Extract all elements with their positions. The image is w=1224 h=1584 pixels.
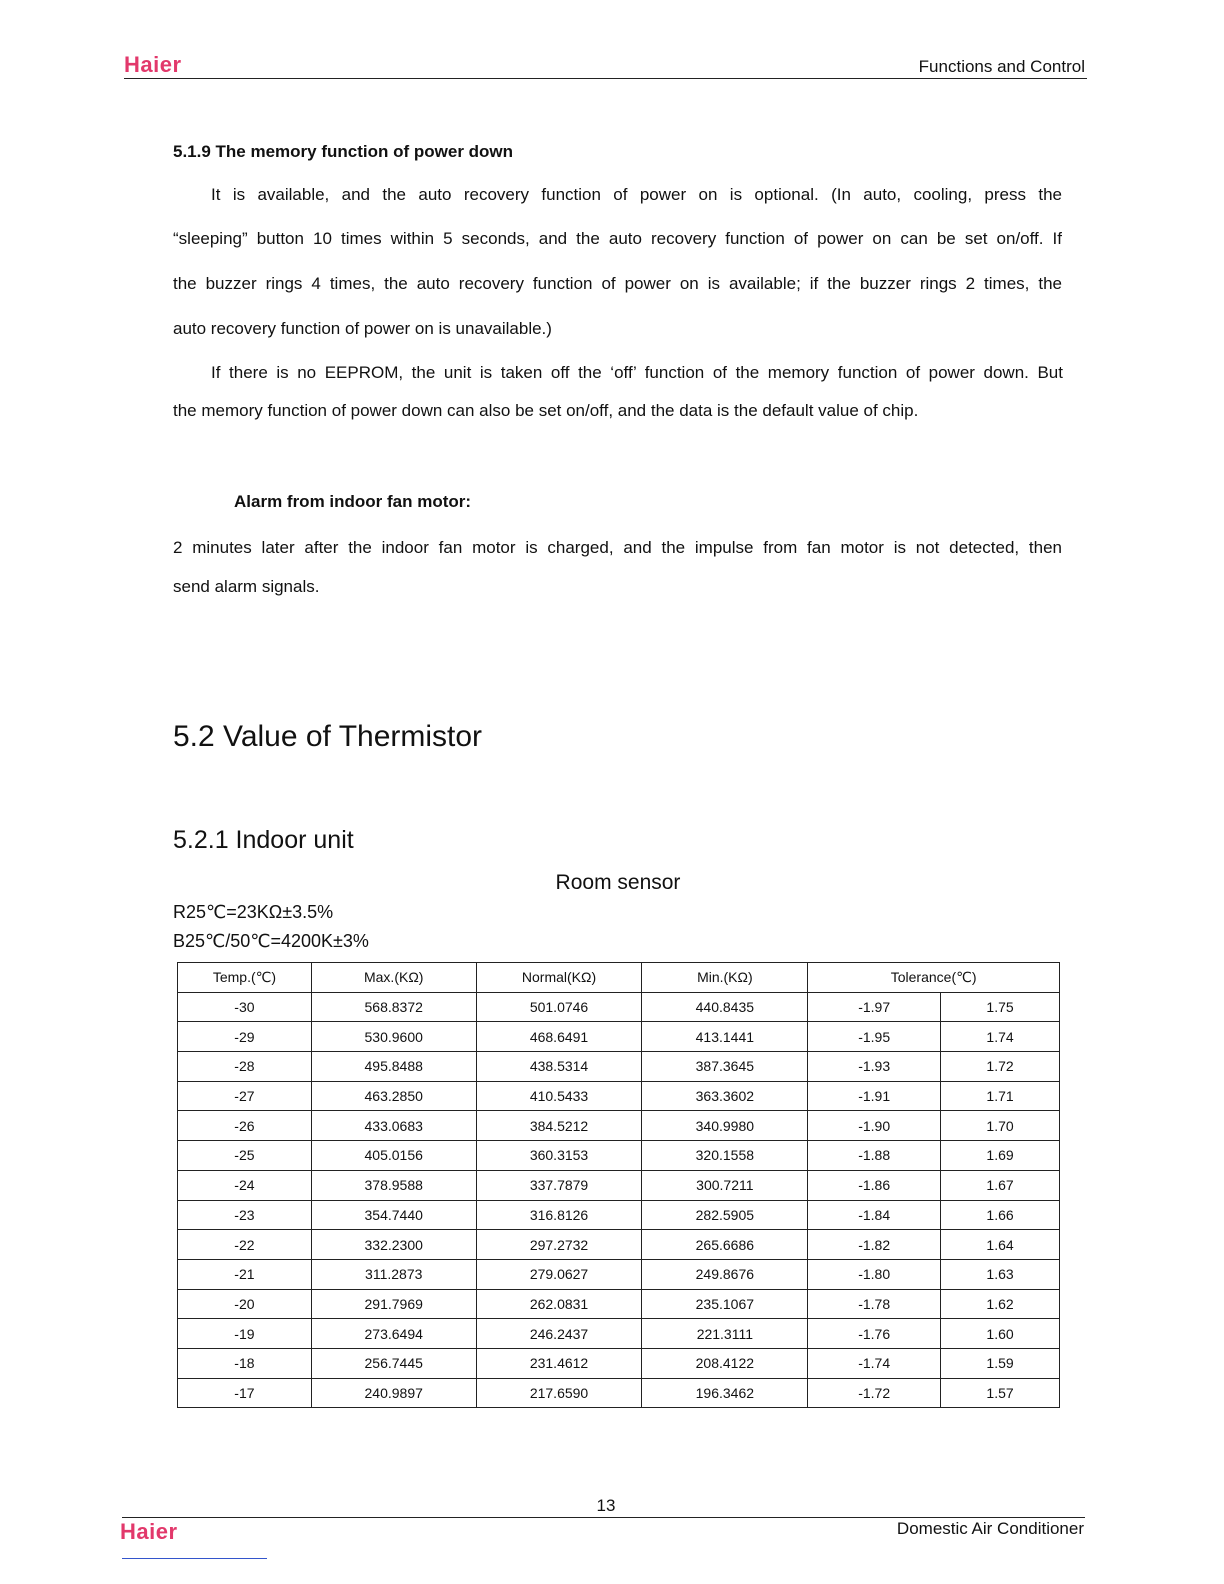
- table-cell: 438.5314: [476, 1052, 642, 1082]
- section-5-1-9-heading: 5.1.9 The memory function of power down: [173, 142, 514, 161]
- table-cell: -1.86: [808, 1170, 941, 1200]
- table-row: [178, 1230, 1060, 1260]
- table-cell: -21: [178, 1259, 312, 1289]
- footer-logo: Haier: [120, 1519, 178, 1544]
- table-cell: 332.2300: [311, 1230, 476, 1260]
- table-row: [178, 1348, 1060, 1378]
- table-row: [178, 1289, 1060, 1319]
- table-caption: Room sensor: [555, 871, 681, 894]
- header-max: Max.(KΩ): [311, 963, 476, 993]
- page-number: 13: [596, 1496, 616, 1515]
- table-cell: -24: [178, 1170, 312, 1200]
- section-5-2-1-title: 5.2.1 Indoor unit: [173, 826, 354, 854]
- table-row: [178, 1259, 1060, 1289]
- table-cell: 249.8676: [642, 1259, 808, 1289]
- table-cell: 262.0831: [476, 1289, 642, 1319]
- table-row: [178, 1022, 1060, 1052]
- paragraph-line: send alarm signals.: [173, 577, 320, 596]
- table-cell: 282.5905: [642, 1200, 808, 1230]
- header-logo: Haier: [124, 52, 182, 77]
- table-cell: 463.2850: [311, 1081, 476, 1111]
- table-cell: 340.9980: [642, 1111, 808, 1141]
- paragraph-line: the buzzer rings 4 times, the auto recovery function of power on is available; if the buzzer rings 2 times, the: [173, 274, 1062, 293]
- table-cell: 384.5212: [476, 1111, 642, 1141]
- table-cell: 360.3153: [476, 1141, 642, 1171]
- table-cell: 501.0746: [476, 992, 642, 1022]
- table-cell: -19: [178, 1319, 312, 1349]
- table-cell: -26: [178, 1111, 312, 1141]
- footer-link-underline: [122, 1558, 267, 1559]
- table-cell: 265.6686: [642, 1230, 808, 1260]
- header-temp: Temp.(℃): [178, 963, 312, 993]
- table-cell: 311.2873: [311, 1259, 476, 1289]
- alarm-heading: Alarm from indoor fan motor:: [234, 492, 472, 511]
- table-cell: 273.6494: [311, 1319, 476, 1349]
- table-cell: -1.74: [808, 1348, 941, 1378]
- table-cell: 440.8435: [642, 992, 808, 1022]
- table-cell: -29: [178, 1022, 312, 1052]
- table-cell: -30: [178, 992, 312, 1022]
- table-row: [178, 1081, 1060, 1111]
- table-cell: 1.62: [941, 1289, 1060, 1319]
- table-cell: -28: [178, 1052, 312, 1082]
- table-cell: -20: [178, 1289, 312, 1319]
- table-cell: -23: [178, 1200, 312, 1230]
- table-row: [178, 1141, 1060, 1171]
- table-cell: 1.71: [941, 1081, 1060, 1111]
- table-cell: 297.2732: [476, 1230, 642, 1260]
- table-cell: 217.6590: [476, 1378, 642, 1408]
- header-tolerance: Tolerance(℃): [808, 963, 1060, 993]
- table-cell: 1.66: [941, 1200, 1060, 1230]
- table-cell: -1.72: [808, 1378, 941, 1408]
- table-cell: 1.64: [941, 1230, 1060, 1260]
- paragraph-line: auto recovery function of power on is unavailable.): [173, 319, 552, 338]
- table-cell: 279.0627: [476, 1259, 642, 1289]
- table-cell: -1.91: [808, 1081, 941, 1111]
- table-cell: -1.97: [808, 992, 941, 1022]
- table-cell: 1.67: [941, 1170, 1060, 1200]
- table-row: [178, 1052, 1060, 1082]
- table-row: [178, 1378, 1060, 1408]
- table-cell: 1.74: [941, 1022, 1060, 1052]
- table-cell: 1.72: [941, 1052, 1060, 1082]
- table-cell: 354.7440: [311, 1200, 476, 1230]
- table-cell: 316.8126: [476, 1200, 642, 1230]
- table-cell: 208.4122: [642, 1348, 808, 1378]
- header-normal: Normal(KΩ): [476, 963, 642, 993]
- table-cell: -1.84: [808, 1200, 941, 1230]
- footer-product: Domestic Air Conditioner: [896, 1519, 1084, 1538]
- table-cell: -25: [178, 1141, 312, 1171]
- table-cell: 1.75: [941, 992, 1060, 1022]
- table-cell: 221.3111: [642, 1319, 808, 1349]
- paragraph-line: 2 minutes later after the indoor fan motor is charged, and the impulse from fan motor is not detected, then: [173, 538, 1062, 557]
- table-cell: 410.5433: [476, 1081, 642, 1111]
- table-cell: -1.78: [808, 1289, 941, 1319]
- table-cell: 363.3602: [642, 1081, 808, 1111]
- table-cell: 240.9897: [311, 1378, 476, 1408]
- table-cell: 337.7879: [476, 1170, 642, 1200]
- table-row: [178, 1111, 1060, 1141]
- table-cell: 1.69: [941, 1141, 1060, 1171]
- header-section-title: Functions and Control: [918, 57, 1085, 76]
- table-cell: -1.95: [808, 1022, 941, 1052]
- table-cell: 405.0156: [311, 1141, 476, 1171]
- table-cell: 495.8488: [311, 1052, 476, 1082]
- table-cell: 246.2437: [476, 1319, 642, 1349]
- header-min: Min.(KΩ): [642, 963, 808, 993]
- table-row: [178, 992, 1060, 1022]
- table-cell: -1.80: [808, 1259, 941, 1289]
- table-cell: 568.8372: [311, 992, 476, 1022]
- table-cell: 378.9588: [311, 1170, 476, 1200]
- table-cell: -1.90: [808, 1111, 941, 1141]
- table-cell: 387.3645: [642, 1052, 808, 1082]
- table-cell: 196.3462: [642, 1378, 808, 1408]
- section-5-2-title: 5.2 Value of Thermistor: [173, 720, 483, 753]
- table-cell: 320.1558: [642, 1141, 808, 1171]
- table-cell: 256.7445: [311, 1348, 476, 1378]
- table-cell: 1.59: [941, 1348, 1060, 1378]
- paragraph-line: the memory function of power down can also be set on/off, and the data is the default value of chip.: [173, 401, 919, 420]
- table-cell: -1.88: [808, 1141, 941, 1171]
- table-cell: 1.63: [941, 1259, 1060, 1289]
- footer-rule: [122, 1517, 1085, 1518]
- table-row: [178, 1170, 1060, 1200]
- thermistor-table: [177, 962, 1060, 1408]
- table-header-row: [178, 963, 1060, 993]
- paragraph-line: It is available, and the auto recovery function of power on is optional. (In auto, cooling, press the: [211, 185, 1062, 204]
- table-row: [178, 1200, 1060, 1230]
- table-cell: 1.60: [941, 1319, 1060, 1349]
- paragraph-line: “sleeping” button 10 times within 5 seconds, and the auto recovery function of power on can be set on/off. If: [173, 229, 1062, 248]
- table-cell: 1.57: [941, 1378, 1060, 1408]
- table-cell: -27: [178, 1081, 312, 1111]
- table-cell: -22: [178, 1230, 312, 1260]
- table-cell: 1.70: [941, 1111, 1060, 1141]
- table-cell: 291.7969: [311, 1289, 476, 1319]
- table-cell: -1.93: [808, 1052, 941, 1082]
- table-cell: 231.4612: [476, 1348, 642, 1378]
- table-row: [178, 1319, 1060, 1349]
- table-body: [178, 992, 1060, 1408]
- table-cell: 413.1441: [642, 1022, 808, 1052]
- header-rule: [124, 78, 1087, 79]
- table-cell: -17: [178, 1378, 312, 1408]
- spec-bvalue: B25℃/50℃=4200K±3%: [173, 931, 369, 951]
- table-cell: -1.76: [808, 1319, 941, 1349]
- table-cell: 235.1067: [642, 1289, 808, 1319]
- table-cell: 468.6491: [476, 1022, 642, 1052]
- table-cell: -1.82: [808, 1230, 941, 1260]
- table-cell: 300.7211: [642, 1170, 808, 1200]
- table-cell: 530.9600: [311, 1022, 476, 1052]
- table-cell: 433.0683: [311, 1111, 476, 1141]
- paragraph-line: If there is no EEPROM, the unit is taken off the ‘off’ function of the memory function of power down. But: [211, 363, 1063, 382]
- table-cell: -18: [178, 1348, 312, 1378]
- spec-resistance: R25℃=23KΩ±3.5%: [173, 902, 334, 922]
